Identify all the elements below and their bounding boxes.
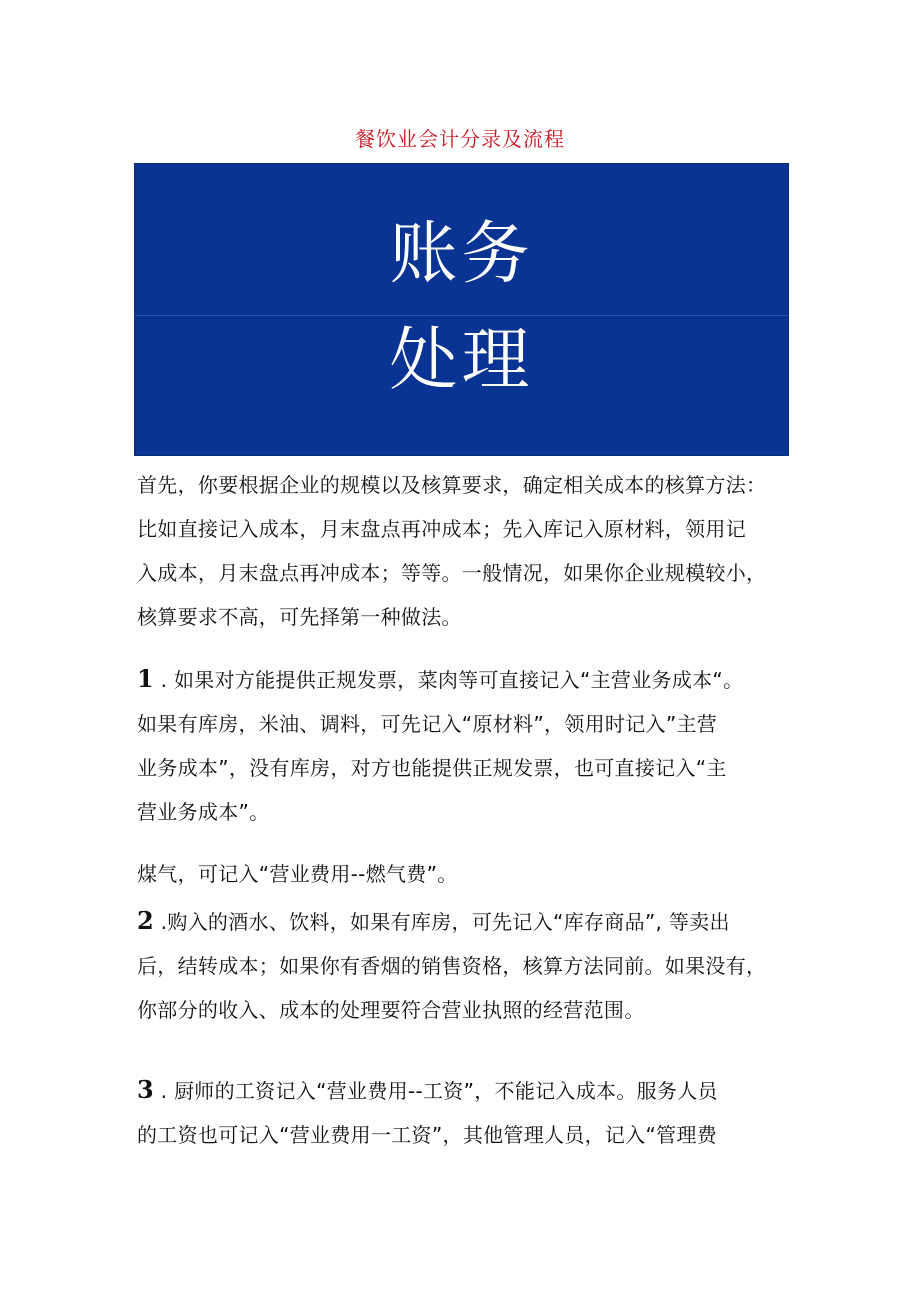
banner-line-2: 处理 (389, 321, 534, 400)
item-1-line: 业务成本”，没有库房，对方也能提供正规发票，也可直接记入“主 (137, 756, 727, 780)
item-2-line: 你部分的收入、成本的处理要符合营业执照的经营范围。 (137, 998, 645, 1022)
item-2-first-line (137, 899, 797, 944)
item-2-paragraph (137, 899, 797, 1032)
banner-line-1: 账务 (389, 215, 534, 294)
intro-line: 核算要求不高，可先择第一种做法。 (137, 605, 462, 629)
item-1-text: . 如果对方能提供正规发票，菜肉等可直接记入“主营业务成本“。 (154, 668, 744, 692)
item-2-text: .购入的酒水、饮料，如果有库房，可先记入“库存商品”, 等卖出 (154, 910, 730, 934)
item-2-line: 后，结转成本；如果你有香烟的销售资格，核算方法同前。如果没有， (137, 954, 767, 978)
gas-line: 煤气，可记入“营业费用--燃气费”。 (137, 862, 458, 886)
item-number: 2 (137, 906, 154, 935)
item-number: 3 (137, 1075, 154, 1104)
intro-line: 入成本，月末盘点再冲成本；等等。一般情况，如果你企业规模较小， (137, 561, 767, 585)
item-number: 1 (137, 664, 154, 693)
item-1-first-line (137, 657, 797, 702)
title-banner (134, 163, 789, 456)
item-3-paragraph (137, 1068, 797, 1157)
item-3-line: 的工资也可记入“营业费用一工资”，其他管理人员，记入“管理费 (137, 1123, 718, 1147)
item-3-text: . 厨师的工资记入“营业费用--工资”，不能记入成本。服务人员 (154, 1079, 718, 1103)
item-1-line: 营业务成本”。 (137, 800, 270, 824)
document-title: 餐饮业会计分录及流程 (355, 127, 565, 151)
intro-line: 比如直接记入成本，月末盘点再冲成本；先入库记入原材料，领用记 (137, 517, 746, 541)
item-1-line: 如果有库房，米油、调料，可先记入“原材料”，领用时记入”主营 (137, 712, 718, 736)
item-1-paragraph (137, 657, 797, 834)
intro-line: 首先，你要根据企业的规模以及核算要求，确定相关成本的核算方法： (137, 473, 767, 497)
intro-paragraph (137, 463, 797, 639)
item-3-first-line (137, 1068, 797, 1113)
gas-paragraph (137, 852, 797, 896)
